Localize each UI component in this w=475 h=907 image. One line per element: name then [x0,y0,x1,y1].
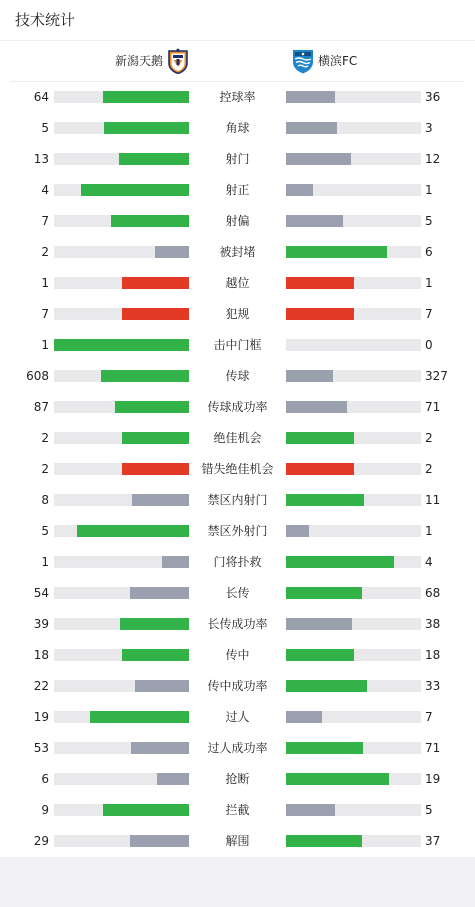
away-stat-bar [286,742,421,754]
home-stat-value: 18 [33,648,49,662]
stat-label: 传球 [225,369,250,383]
home-stat-bar [54,835,189,847]
away-stat-bar [286,556,421,568]
home-stat-bar [54,184,189,196]
away-stat-value: 0 [425,338,433,352]
home-stat-bar [54,618,189,630]
away-stat-value: 2 [425,462,433,476]
stat-row [0,611,475,642]
home-stat-value: 1 [41,555,49,569]
home-stat-bar-fill [111,215,189,227]
home-stat-bar [54,804,189,816]
away-stat-bar [286,153,421,165]
home-stat-bar [54,711,189,723]
home-stat-value: 64 [33,90,49,104]
home-stat-bar-fill [122,432,190,444]
away-stat-bar [286,649,421,661]
home-stat-bar-fill [119,153,189,165]
home-stat-bar [54,370,189,382]
home-stat-value: 2 [41,431,49,445]
home-stat-value: 13 [33,152,49,166]
away-stat-bar-fill [286,649,354,661]
stat-row [0,394,475,425]
away-stat-value: 2 [425,431,433,445]
home-stat-value: 1 [41,276,49,290]
away-stat-value: 4 [425,555,433,569]
stats-list [0,84,475,859]
stat-label: 传中 [225,648,250,662]
stat-row [0,363,475,394]
home-stat-bar-fill [81,184,189,196]
home-stat-value: 29 [33,834,49,848]
home-stat-bar [54,463,189,475]
away-stat-value: 11 [425,493,441,507]
home-stat-value: 2 [41,245,49,259]
home-stat-bar [54,339,189,351]
home-stat-value: 1 [41,338,49,352]
away-stat-bar [286,494,421,506]
home-stat-value: 4 [41,183,49,197]
home-stat-bar [54,680,189,692]
stat-row [0,239,475,270]
stat-row [0,580,475,611]
stat-row [0,642,475,673]
away-stat-bar [286,618,421,630]
home-stat-bar-fill [122,308,190,320]
stat-label: 解围 [225,834,250,848]
away-stat-bar [286,680,421,692]
home-stat-value: 608 [26,369,49,383]
away-stat-value: 68 [425,586,441,600]
stat-label: 角球 [225,121,250,135]
stat-label: 绝佳机会 [213,431,262,445]
away-stat-bar [286,215,421,227]
away-stat-bar [286,525,421,537]
home-stat-value: 22 [33,679,49,693]
stat-row [0,549,475,580]
stat-row [0,115,475,146]
away-stat-bar-fill [286,401,347,413]
home-stat-bar-fill [130,835,189,847]
away-stat-bar [286,308,421,320]
home-stat-bar [54,556,189,568]
stat-label: 抢断 [225,772,250,786]
stat-label: 过人 [225,710,250,724]
away-stat-bar-fill [286,711,322,723]
home-stat-bar-fill [54,339,189,351]
stat-label: 传球成功率 [207,400,268,414]
home-stat-value: 5 [41,524,49,538]
home-stat-bar-fill [103,91,189,103]
away-stat-value: 38 [425,617,441,631]
away-stat-bar-fill [286,246,387,258]
home-stat-bar [54,308,189,320]
stat-label: 射门 [225,152,250,166]
home-stat-bar [54,246,189,258]
home-stat-bar-fill [104,122,189,134]
stat-row [0,673,475,704]
away-stat-bar-fill [286,463,354,475]
stat-row [0,766,475,797]
away-stat-value: 12 [425,152,441,166]
stat-label: 传中成功率 [207,679,268,693]
away-stat-bar [286,277,421,289]
away-stat-value: 327 [425,369,448,383]
away-stat-bar [286,122,421,134]
away-stat-bar-fill [286,556,394,568]
stat-label: 越位 [225,276,250,290]
home-stat-value: 19 [33,710,49,724]
stat-row [0,177,475,208]
stat-row [0,270,475,301]
away-stat-bar [286,463,421,475]
away-team-header [292,48,357,74]
away-stat-bar [286,773,421,785]
away-stat-bar-fill [286,804,335,816]
away-stat-bar [286,711,421,723]
home-stat-bar [54,494,189,506]
away-stat-bar-fill [286,742,363,754]
home-stat-bar [54,773,189,785]
home-stat-value: 8 [41,493,49,507]
stat-label: 被封堵 [219,245,256,259]
home-stat-bar-fill [122,463,190,475]
home-stat-bar [54,649,189,661]
away-stat-bar-fill [286,680,367,692]
away-stat-bar [286,587,421,599]
home-stat-bar-fill [155,246,189,258]
away-stat-bar-fill [286,370,333,382]
away-stat-value: 5 [425,803,433,817]
home-stat-bar-fill [103,804,189,816]
away-stat-value: 5 [425,214,433,228]
away-stat-value: 71 [425,400,441,414]
stat-label: 射偏 [225,214,250,228]
page-title: 技术统计 [15,11,76,29]
away-stat-bar-fill [286,835,362,847]
home-stat-value: 87 [33,400,49,414]
stat-row [0,332,475,363]
home-stat-value: 2 [41,462,49,476]
away-stat-bar [286,246,421,258]
away-stat-bar-fill [286,91,335,103]
home-stat-bar [54,122,189,134]
stat-row [0,797,475,828]
stat-label: 禁区外射门 [207,524,268,538]
stat-label: 长传 [225,586,250,600]
away-stat-bar-fill [286,618,352,630]
home-team-header [115,48,189,74]
stat-row [0,425,475,456]
home-stat-value: 39 [33,617,49,631]
away-stat-bar [286,835,421,847]
home-stat-bar [54,91,189,103]
home-stat-bar [54,587,189,599]
stat-label: 门将扑救 [213,555,262,569]
stat-label: 过人成功率 [207,741,268,755]
away-stat-bar [286,339,421,351]
home-stat-value: 5 [41,121,49,135]
away-stat-bar [286,432,421,444]
away-stat-value: 7 [425,307,433,321]
away-stat-value: 36 [425,90,441,104]
away-stat-value: 37 [425,834,441,848]
stat-label: 长传成功率 [207,617,268,631]
home-stat-bar-fill [131,742,189,754]
home-stat-bar-fill [157,773,189,785]
away-stat-bar-fill [286,494,364,506]
away-stat-value: 6 [425,245,433,259]
stat-label: 控球率 [219,90,256,104]
home-stat-value: 7 [41,307,49,321]
stat-label: 错失绝佳机会 [201,462,274,476]
away-stat-bar-fill [286,525,309,537]
away-stat-bar-fill [286,308,354,320]
away-stat-value: 1 [425,183,433,197]
away-stat-value: 18 [425,648,441,662]
away-stat-bar [286,91,421,103]
stat-row [0,146,475,177]
stat-row [0,456,475,487]
away-stat-value: 1 [425,276,433,290]
home-stat-bar [54,525,189,537]
away-stat-value: 19 [425,772,441,786]
stat-label: 射正 [225,183,250,197]
away-team-name: 横滨FC [318,54,358,68]
stat-row [0,208,475,239]
away-stat-bar-fill [286,277,354,289]
stat-label: 禁区内射门 [207,493,268,507]
away-stat-value: 7 [425,710,433,724]
stat-label: 拦截 [225,803,250,817]
divider [0,40,475,41]
home-stat-bar-fill [162,556,189,568]
home-stat-bar [54,742,189,754]
stat-row [0,518,475,549]
divider [10,81,465,82]
home-team-name: 新潟天鹅 [114,54,163,68]
home-stat-bar-fill [122,277,190,289]
away-stat-value: 71 [425,741,441,755]
home-stat-bar-fill [122,649,190,661]
stat-label: 犯规 [225,307,250,321]
stat-row [0,301,475,332]
home-stat-value: 53 [33,741,49,755]
home-stat-bar-fill [130,587,189,599]
away-stat-bar-fill [286,432,354,444]
home-stat-bar-fill [132,494,189,506]
away-stat-bar-fill [286,773,389,785]
stat-label: 击中门框 [213,338,262,352]
away-stat-bar-fill [286,215,343,227]
away-stat-bar-fill [286,122,337,134]
away-stat-bar-fill [286,587,362,599]
home-stat-value: 9 [41,803,49,817]
away-stat-bar-fill [286,153,351,165]
stat-row [0,84,475,115]
home-stat-value: 54 [33,586,49,600]
home-stat-bar-fill [115,401,189,413]
home-stat-value: 7 [41,214,49,228]
away-stat-bar [286,401,421,413]
home-stat-bar [54,277,189,289]
stat-row [0,704,475,735]
home-stat-bar [54,153,189,165]
away-stat-value: 3 [425,121,433,135]
home-stat-bar-fill [135,680,189,692]
home-stat-bar [54,215,189,227]
away-stat-bar [286,184,421,196]
albirex-niigata-crest-icon [167,48,189,74]
home-stat-bar-fill [77,525,189,537]
away-stat-bar [286,370,421,382]
stat-row [0,828,475,859]
home-stat-bar-fill [90,711,189,723]
stat-row [0,487,475,518]
home-stat-value: 6 [41,772,49,786]
away-stat-bar-fill [286,184,313,196]
away-stat-bar [286,804,421,816]
home-stat-bar-fill [101,370,189,382]
home-stat-bar [54,401,189,413]
home-stat-bar-fill [120,618,189,630]
away-stat-value: 1 [425,524,433,538]
away-stat-value: 33 [425,679,441,693]
yokohama-fc-crest-icon [292,48,314,74]
stat-row [0,735,475,766]
home-stat-bar [54,432,189,444]
